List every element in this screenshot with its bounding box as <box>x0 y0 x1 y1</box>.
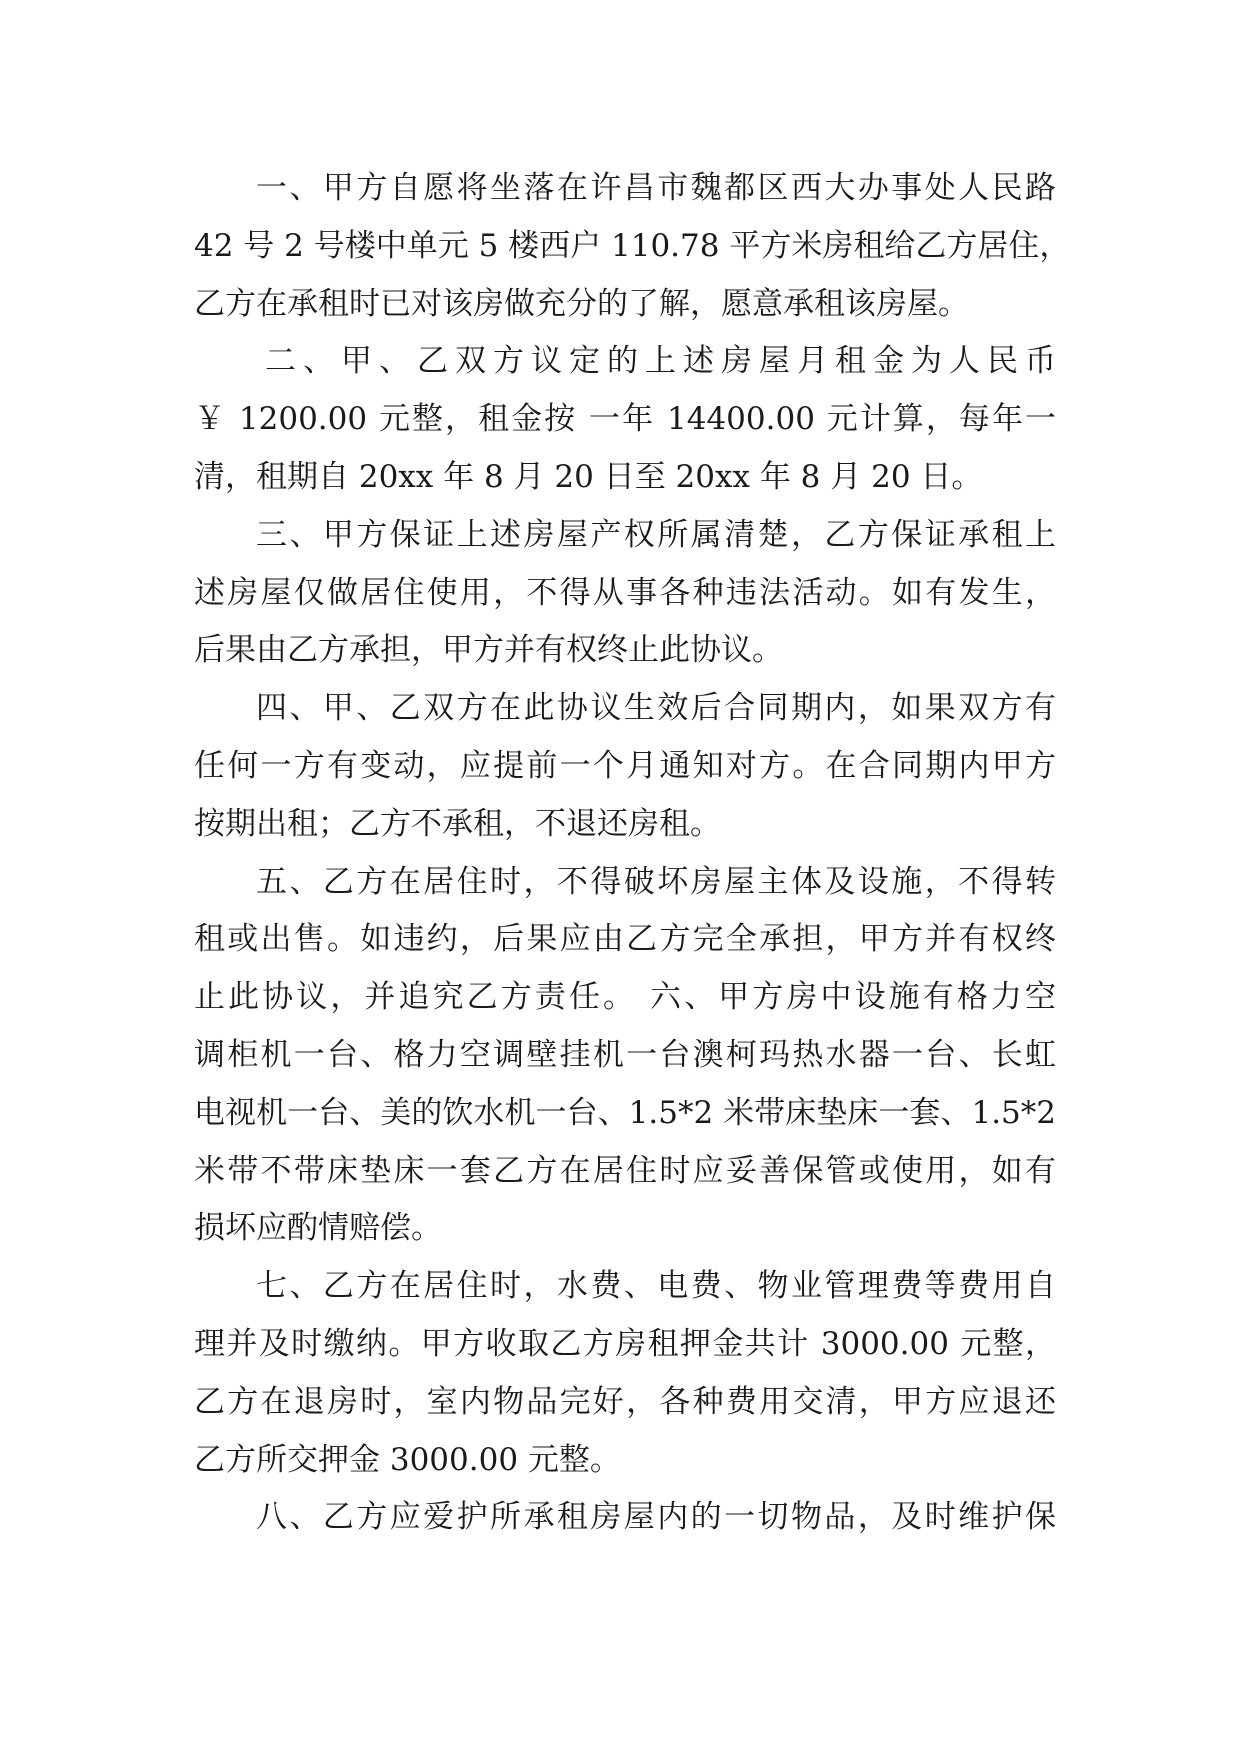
clause-6-line-2: 电视机一台、美的饮水机一台、1.5*2 米带床垫床一套、1.5*2 <box>194 1094 1056 1131</box>
clause-7-line-3: 乙方在退房时，室内物品完好，各种费用交清，甲方应退还 <box>194 1383 1056 1420</box>
clause-8-line-1: 八、乙方应爱护所承租房屋内的一切物品，及时维护保 <box>256 1499 1056 1536</box>
clause-5-line-3: 止此协议，并追究乙方责任。 六、甲方房中设施有格力空 <box>194 979 1056 1016</box>
clause-6-line-3: 米带不带床垫床一套乙方在居住时应妥善保管或使用，如有 <box>194 1152 1056 1189</box>
clause-1-line-2: 42 号 2 号楼中单元 5 楼西户 110.78 平方米房租给乙方居住， <box>194 227 1071 264</box>
clause-3-line-2: 述房屋仅做居住使用，不得从事各种违法活动。如有发生， <box>194 574 1056 611</box>
clause-1-line-1: 一、甲方自愿将坐落在许昌市魏都区西大办事处人民路 <box>256 170 1056 206</box>
clause-7-line-4: 乙方所交押金 3000.00 元整。 <box>194 1441 621 1478</box>
clause-3-line-3: 后果由乙方承担，甲方并有权终止此协议。 <box>194 632 783 669</box>
clause-7-line-1: 七、乙方在居住时，水费、电费、物业管理费等费用自 <box>256 1268 1056 1305</box>
clause-2-line-1: 二、甲、乙双方议定的上述房屋月租金为人民币 <box>265 343 1056 380</box>
clause-4-line-3: 按期出租；乙方不承租，不退还房租。 <box>194 805 721 842</box>
contract-body <box>194 160 1071 1547</box>
clause-6-line-4: 损坏应酌情赔偿。 <box>194 1210 442 1247</box>
clause-5-line-2: 租或出售。如违约，后果应由乙方完全承担，甲方并有权终 <box>194 921 1056 958</box>
clause-4-line-1: 四、甲、乙双方在此协议生效后合同期内，如果双方有 <box>256 690 1056 727</box>
clause-3-line-1: 三、甲方保证上述房屋产权所属清楚，乙方保证承租上 <box>256 516 1056 553</box>
clause-2-line-2: ￥ 1200.00 元整，租金按 一年 14400.00 元计算，每年一 <box>194 401 1056 438</box>
clause-6-line-1: 调柜机一台、格力空调壁挂机一台澳柯玛热水器一台、长虹 <box>194 1036 1056 1073</box>
clause-5-line-1: 五、乙方在居住时，不得破坏房屋主体及设施，不得转 <box>256 863 1056 900</box>
clause-2-line-3: 清，租期自 20xx 年 8 月 20 日至 20xx 年 8 月 20 日。 <box>194 458 983 495</box>
clause-1-line-3: 乙方在承租时已对该房做充分的了解，愿意承租该房屋。 <box>194 285 969 322</box>
clause-4-line-2: 任何一方有变动，应提前一个月通知对方。在合同期内甲方 <box>194 747 1056 784</box>
clause-7-line-2: 理并及时缴纳。甲方收取乙方房租押金共计 3000.00 元整， <box>194 1325 1056 1362</box>
